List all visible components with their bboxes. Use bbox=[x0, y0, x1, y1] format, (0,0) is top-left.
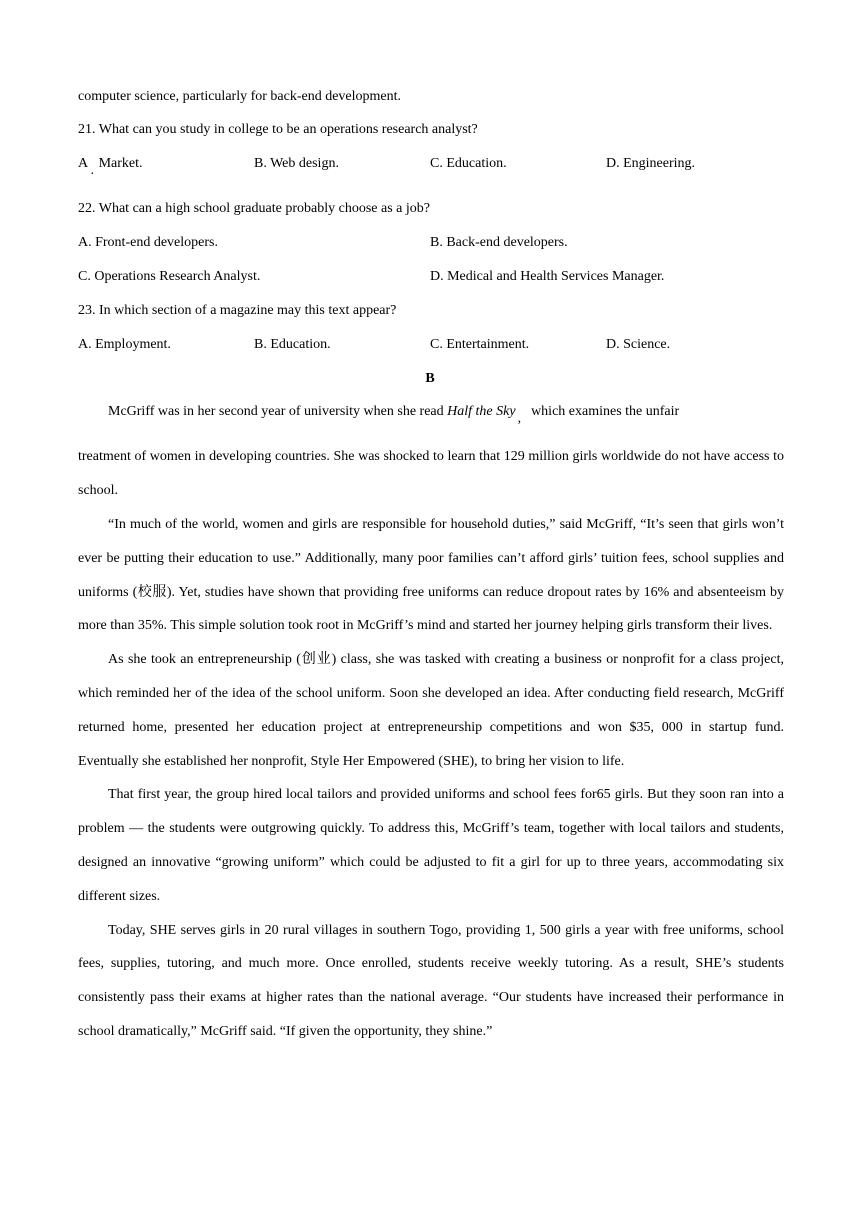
question-23-option-b: B. Education. bbox=[254, 337, 331, 352]
question-21-option-a: A Market. bbox=[78, 156, 143, 171]
passage-paragraph-4: That first year, the group hired local tailors and provided uniforms and school fees for65 girls. But they soon ran into a problem — the students were outgrowing quickly. To address this, McGriff’s team, together with local tailors and students, designed an innovative “growing uniform” which could be adjusted to fit a girl for up to three years, accommodating six different sizes. bbox=[78, 787, 784, 904]
question-23-option-a: A. Employment. bbox=[78, 337, 171, 352]
question-21-stem: 21. What can you study in college to be an operations research analyst? bbox=[78, 122, 478, 137]
passage-p1-text-start: McGriff was in her second year of university when she read bbox=[108, 404, 448, 419]
title-comma: , bbox=[517, 411, 522, 426]
section-heading: B bbox=[425, 371, 435, 386]
question-23-stem: 23. In which section of a magazine may this text appear? bbox=[78, 303, 397, 318]
question-21-option-c: C. Education. bbox=[430, 156, 507, 171]
question-22-option-c: C. Operations Research Analyst. bbox=[78, 269, 261, 284]
question-21-option-b: B. Web design. bbox=[254, 156, 339, 171]
passage-paragraph-3: As she took an entrepreneurship (创业) class, she was tasked with creating a business or nonprofit for a class project, which reminded her of the idea of the school uniform. Soon she developed an idea. After conducting field research, McGriff returned home, presented her education project at entrepreneurship competitions and won $35, 000 in startup fund. Eventually she established her nonprofit, Style Her Empowered (SHE), to bring her vision to life. bbox=[78, 652, 784, 769]
stray-dot-mark: · bbox=[90, 167, 95, 182]
question-22-option-d: D. Medical and Health Services Manager. bbox=[430, 269, 665, 284]
question-21-option-d: D. Engineering. bbox=[606, 156, 696, 171]
passage-paragraph-2: “In much of the world, women and girls are responsible for household duties,” said McGriff, “It’s seen that girls won’t ever be putting their education to use.” Additionally, many poor families can’t afford girls’ tuition fees, school supplies and uniforms (校服). Yet, studies have shown that providing free uniforms can reduce dropout rates by 16% and absenteeism by more than 35%. This simple solution took root in McGriff’s mind and started her journey helping girls transform their lives. bbox=[78, 517, 784, 634]
passage-body bbox=[78, 508, 784, 1049]
passage-paragraph-1-rest: treatment of women in developing countries. She was shocked to learn that 129 million girls worldwide do not have access to school. bbox=[78, 449, 784, 498]
book-title: Half the Sky bbox=[447, 404, 516, 419]
passage-p1-text-end: which examines the unfair bbox=[531, 404, 680, 419]
question-22-option-b: B. Back-end developers. bbox=[430, 235, 568, 250]
question-23-option-d: D. Science. bbox=[606, 337, 671, 352]
intro-line: computer science, particularly for back-end development. bbox=[78, 89, 402, 104]
question-23-option-c: C. Entertainment. bbox=[430, 337, 530, 352]
question-22-option-a: A. Front-end developers. bbox=[78, 235, 218, 250]
question-22-stem: 22. What can a high school graduate probably choose as a job? bbox=[78, 201, 430, 216]
passage-paragraph-5: Today, SHE serves girls in 20 rural villages in southern Togo, providing 1, 500 girls a year with free uniforms, school fees, supplies, tutoring, and much more. Once enrolled, students receive weekly tutoring. As a result, SHE’s students consistently pass their exams at higher rates than the national average. “Our students have increased their performance in school dramatically,” McGriff said. “If given the opportunity, they shine.” bbox=[78, 922, 784, 1039]
passage-paragraph-1-first-line bbox=[108, 403, 680, 426]
